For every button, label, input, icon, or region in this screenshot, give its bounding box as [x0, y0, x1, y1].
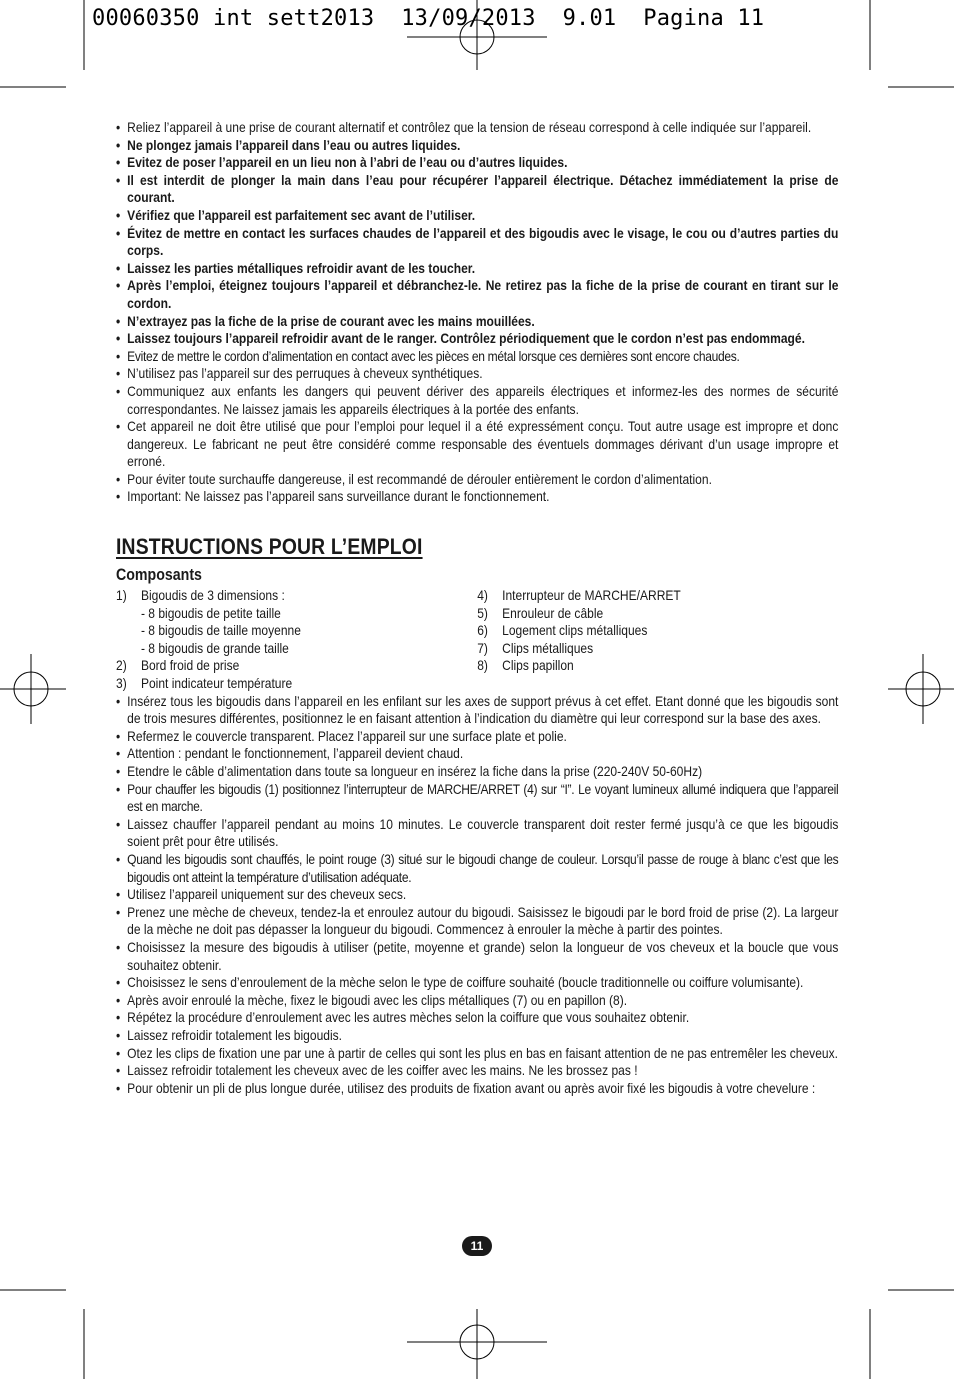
components-list: [116, 587, 838, 693]
list-item: • Choisissez la mesure des bigoudis à utiliser (petite, moyenne et grande) selon la longueur de vos cheveux et la boucle que vous souhaitez obtenir.: [116, 939, 838, 974]
list-item: • N’utilisez pas l’appareil sur des perruques à cheveux synthétiques.: [116, 365, 838, 383]
component-number: 4): [477, 587, 488, 604]
component-label: - 8 bigoudis de petite taille: [140, 604, 281, 621]
component-item: [116, 605, 477, 623]
safety-list: [116, 119, 838, 506]
component-label: Clips métalliques: [502, 639, 594, 656]
component-label: Point indicateur température: [140, 675, 293, 692]
component-number: [116, 605, 141, 623]
component-number: 5): [477, 604, 488, 621]
component-number: 3): [116, 675, 127, 692]
component-label: Enrouleur de câble: [502, 604, 604, 621]
list-item: • N’extrayez pas la fiche de la prise de courant avec les mains mouillées.: [116, 313, 838, 331]
component-item: [116, 587, 477, 605]
component-label: - 8 bigoudis de grande taille: [140, 639, 289, 656]
usage-list: [116, 693, 838, 1098]
component-number: 1): [116, 587, 127, 604]
component-label: Interrupteur de MARCHE/ARRET: [502, 587, 681, 604]
registration-mark-bottom: [407, 1309, 547, 1379]
page-number-badge: 11: [462, 1236, 492, 1256]
component-number: 6): [477, 622, 488, 639]
list-item: • Cet appareil ne doit être utilisé que pour l’emploi pour lequel il a été expressément conçu. Tout autre usage est impropre et donc dangereux. Le fabricant ne peut être considéré comme responsable des éventuels dommages dérivant d’un usage impropre et erroné.: [116, 418, 838, 471]
component-item: [116, 675, 477, 693]
list-item: • Communiquez aux enfants les dangers qui peuvent dériver des appareils électriques et informez-les des normes de sécurité correspondantes. Ne laissez jamais les appareils électriques à la portée des enfants.: [116, 383, 838, 418]
list-item: • Après avoir enroulé la mèche, fixez le bigoudi avec les clips métalliques (7) ou en papillon (8).: [116, 992, 838, 1010]
section-title: INSTRUCTIONS POUR L’EMPLOI: [116, 534, 423, 560]
list-item: • Choisissez le sens d’enroulement de la mèche selon le type de coiffure souhaité (boucle traditionnelle ou coiffure volumisante).: [116, 974, 838, 992]
list-item: • Evitez de poser l’appareil en un lieu non à l’abri de l’eau ou d’autres liquides.: [116, 154, 838, 172]
list-item: • Pour éviter toute surchauffe dangereuse, il est recommandé de dérouler entièrement le cordon d’alimentation.: [116, 471, 838, 489]
print-slug: 00060350 int sett2013 13/09/2013 9.01 Pagina 11: [92, 6, 765, 31]
list-item: • Utilisez l’appareil uniquement sur des cheveux secs.: [116, 886, 838, 904]
list-item: • Otez les clips de fixation une par une à partir de celles qui sont les plus en bas en faisant attention de ne pas entremêler les cheveux.: [116, 1045, 838, 1063]
list-item: • Laissez refroidir totalement les cheveux avec de les coiffer avec les mains. Ne les brossez pas !: [116, 1062, 838, 1080]
list-item: • Prenez une mèche de cheveux, tendez-la et enroulez autour du bigoudi. Saisissez le bigoudi par le bord froid de prise (2). La largeur de la mèche ne doit pas dépasser la longueur du bigoudi. Commencez à enrouler la mèche à partir des pointes.: [116, 904, 838, 939]
components-column-right: [477, 587, 838, 693]
list-item: • Evitez de mettre le cordon d’alimentation en contact avec les pièces en métal lorsque ces dernières sont encore chaudes.: [116, 348, 838, 366]
component-number: 2): [116, 657, 127, 674]
component-item: [116, 622, 477, 640]
component-number: 7): [477, 639, 488, 656]
component-label: - 8 bigoudis de taille moyenne: [140, 622, 301, 639]
list-item: • Pour obtenir un pli de plus longue durée, utilisez des produits de fixation avant ou après avoir fixé les bigoudis à votre chevelure :: [116, 1080, 838, 1098]
list-item: • Laissez les parties métalliques refroidir avant de les toucher.: [116, 260, 838, 278]
component-number: [116, 640, 141, 658]
component-item: [477, 587, 838, 605]
component-label: Logement clips métalliques: [502, 622, 648, 639]
list-item: • Quand les bigoudis sont chauffés, le point rouge (3) situé sur le bigoudi change de couleur. Lorsqu’il passe de rouge à blanc c’est que les bigoudis ont atteint la température d’utilisation adéquate.: [116, 851, 838, 886]
list-item: • Laissez refroidir totalement les bigoudis.: [116, 1027, 838, 1045]
list-item: • Important: Ne laissez pas l’appareil sans surveillance durant le fonctionnement.: [116, 488, 838, 506]
component-item: [477, 640, 838, 658]
component-number: [116, 622, 141, 640]
list-item: • Refermez le couvercle transparent. Placez l’appareil sur une surface plate et polie.: [116, 728, 838, 746]
list-item: • Attention : pendant le fonctionnement, l’appareil devient chaud.: [116, 745, 838, 763]
component-label: Bord froid de prise: [140, 657, 240, 674]
component-item: [116, 657, 477, 675]
component-label: Bigoudis de 3 dimensions :: [140, 587, 285, 604]
components-column-left: [116, 587, 477, 693]
list-item: • Reliez l’appareil à une prise de courant alternatif et contrôlez que la tension de réseau correspond à celle indiquée sur l’appareil.: [116, 119, 838, 137]
list-item: • Ne plongez jamais l’appareil dans l’eau ou autres liquides.: [116, 137, 838, 155]
component-number: 8): [477, 657, 488, 674]
component-item: [477, 605, 838, 623]
list-item: • Etendre le câble d’alimentation dans toute sa longueur en insérez la fiche dans la prise (220-240V 50-60Hz): [116, 763, 838, 781]
component-item: [477, 622, 838, 640]
list-item: • Insérez tous les bigoudis dans l’appareil en les enfilant sur les axes de support prévus à cet effet. Etant donné que les bigoudis sont de trois mesures différentes, positionnez le en faisant attention à l’indication du diamètre qui leur correspond sur la base des axes.: [116, 693, 838, 728]
page-content: [116, 119, 839, 1097]
list-item: • Il est interdit de plonger la main dans l’eau pour récupérer l’appareil électrique. Détachez immédiatement la prise de courant.: [116, 172, 838, 207]
component-item: [116, 640, 477, 658]
registration-mark-left: [0, 654, 66, 724]
component-label: Clips papillon: [502, 657, 574, 674]
list-item: • Laissez toujours l’appareil refroidir avant de le ranger. Contrôlez périodiquement que le cordon n’est pas endommagé.: [116, 330, 838, 348]
list-item: • Après l’emploi, éteignez toujours l’appareil et débranchez-le. Ne retirez pas la fiche de la prise de courant en tirant sur le cordon.: [116, 277, 838, 312]
component-item: [477, 657, 838, 675]
components-heading: Composants: [116, 566, 202, 585]
list-item: • Laissez chauffer l’appareil pendant au moins 10 minutes. Le couvercle transparent doit rester fermé jusqu’à ce que les bigoudis soient prêt pour être utilisés.: [116, 816, 838, 851]
list-item: • Vérifiez que l’appareil est parfaitement sec avant de l’utiliser.: [116, 207, 838, 225]
list-item: • Évitez de mettre en contact les surfaces chaudes de l’appareil et des bigoudis avec le visage, le cou ou d’autres parties du corps.: [116, 225, 838, 260]
list-item: • Pour chauffer les bigoudis (1) positionnez l’interrupteur de MARCHE/ARRET (4) sur “I”. Le voyant lumineux allumé indiquera que l’appareil est en marche.: [116, 781, 838, 816]
list-item: • Répétez la procédure d’enroulement avec les autres mèches selon la coiffure que vous souhaitez obtenir.: [116, 1009, 838, 1027]
registration-mark-right: [888, 654, 954, 724]
